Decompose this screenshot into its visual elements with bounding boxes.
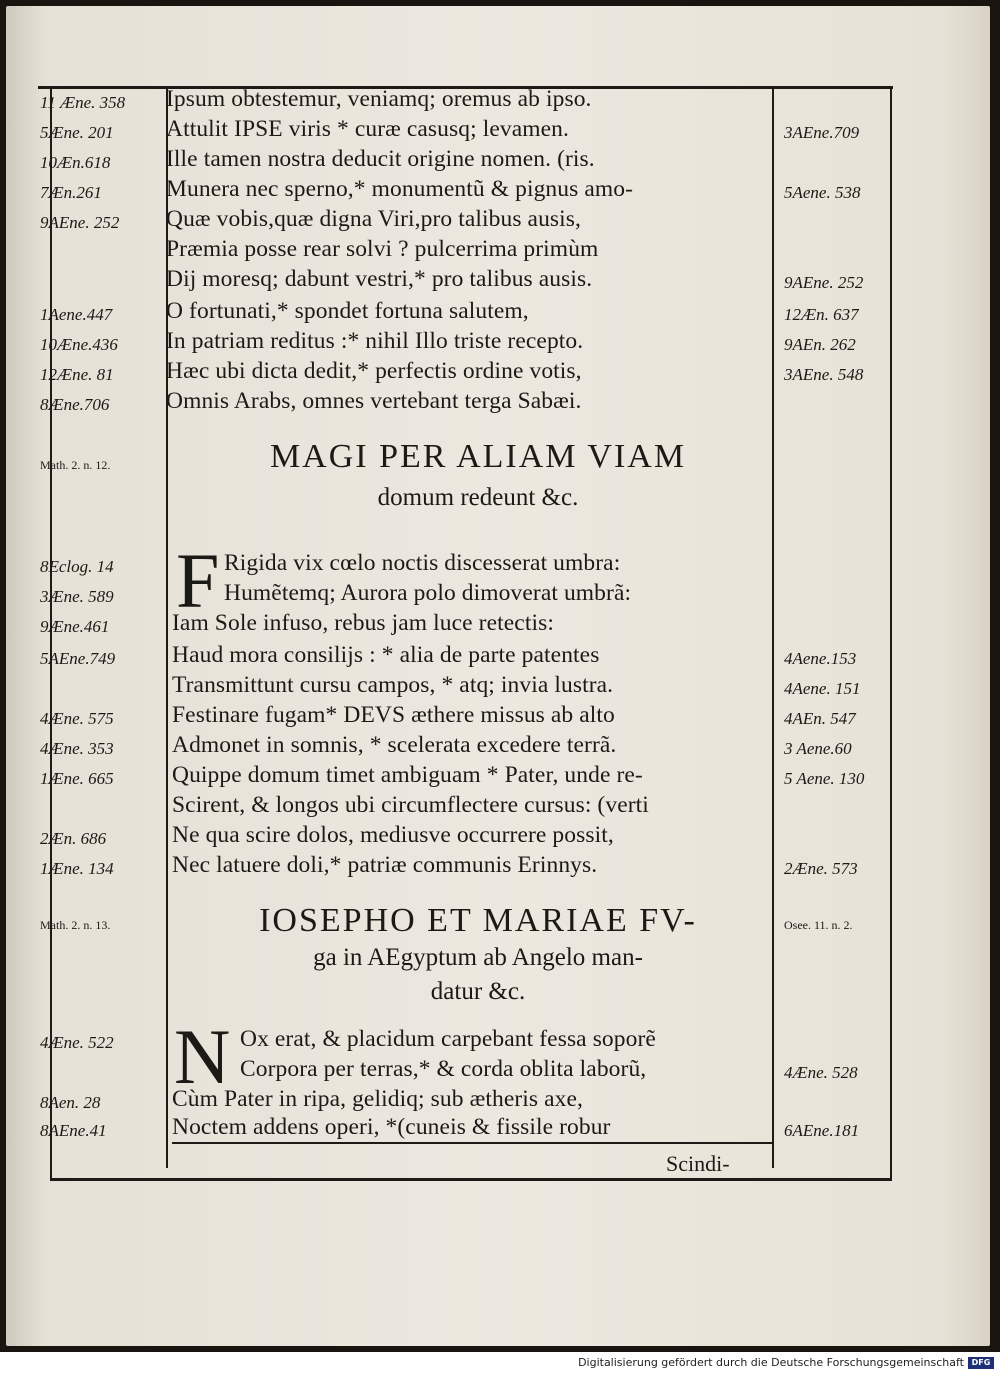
text-line: Omnis Arabs, omnes vertebant terga Sabæi. bbox=[166, 388, 582, 414]
section-subheading-line2: datur &c. bbox=[430, 978, 526, 1005]
text-line: Rigida vix cœlo noctis discesserat umbra: bbox=[224, 550, 621, 576]
margin-ref-left: 11 Æne. 358 bbox=[40, 93, 126, 112]
section-subheading-magi: domum redeunt &c. bbox=[377, 484, 579, 511]
text-line: Hæc ubi dicta dedit,* perfectis ordine votis, bbox=[166, 358, 582, 384]
right-border bbox=[890, 88, 892, 1178]
section-heading-magi: MAGI PER ALIAM VIAM bbox=[269, 438, 687, 475]
inner-right-rule bbox=[772, 88, 774, 1168]
margin-ref-right: 3 Aene.60 bbox=[784, 739, 852, 758]
text-bottom-rule bbox=[172, 1142, 772, 1144]
margin-ref-left: 2Æn. 686 bbox=[40, 829, 107, 848]
text-line: Ox erat, & placidum carpebant fessa soporẽ bbox=[240, 1026, 656, 1052]
margin-ref-right: 3AEne.709 bbox=[784, 123, 860, 142]
drop-cap-n: N bbox=[174, 1013, 231, 1100]
text-line: Attulit IPSE viris * curæ casusq; levamen. bbox=[166, 116, 569, 142]
margin-ref-left: Math. 2. n. 13. bbox=[40, 918, 111, 932]
dfg-logo: DFG bbox=[968, 1357, 994, 1369]
margin-ref-left: 8Æne.706 bbox=[40, 395, 110, 414]
text-line: Iam Sole infuso, rebus jam luce retectis: bbox=[172, 610, 554, 636]
bottom-rule bbox=[50, 1178, 892, 1181]
text-line: Dij moresq; dabunt vestri,* pro talibus ausis. bbox=[166, 266, 593, 292]
margin-ref-left: 8Eclog. 14 bbox=[40, 557, 114, 576]
text-line: Corpora per terras,* & corda oblita laborũ, bbox=[240, 1056, 647, 1082]
margin-ref-left: 9AEne. 252 bbox=[40, 213, 120, 232]
margin-ref-right: 9AEne. 252 bbox=[784, 273, 864, 292]
margin-ref-left: Math. 2. n. 12. bbox=[40, 458, 111, 472]
margin-ref-right: 3AEne. 548 bbox=[784, 365, 864, 384]
margin-ref-right: 4Æne. 528 bbox=[784, 1063, 858, 1082]
text-line: Ne qua scire dolos, mediusve occurrere possit, bbox=[172, 822, 614, 848]
text-line: Nec latuere doli,* patriæ communis Erinnys. bbox=[172, 852, 598, 878]
margin-ref-left: 4Æne. 522 bbox=[40, 1033, 114, 1052]
margin-ref-right: 2Æne. 573 bbox=[784, 859, 858, 878]
margin-ref-left: 12Æne. 81 bbox=[40, 365, 114, 384]
margin-ref-left: 10Æn.618 bbox=[40, 153, 111, 172]
margin-ref-right: 5Aene. 538 bbox=[784, 183, 861, 202]
text-line: Festinare fugam* DEVS æthere missus ab alto bbox=[172, 702, 615, 728]
footer-bar bbox=[0, 1352, 1000, 1374]
margin-ref-right: 5 Aene. 130 bbox=[784, 769, 865, 788]
text-line: Haud mora consilijs : * alia de parte patentes bbox=[172, 642, 600, 668]
margin-ref-left: 4Æne. 575 bbox=[40, 709, 114, 728]
text-line: O fortunati,* spondet fortuna salutem, bbox=[166, 298, 529, 324]
margin-ref-right: 6AEne.181 bbox=[784, 1121, 860, 1140]
margin-ref-right: Osee. 11. n. 2. bbox=[784, 918, 853, 932]
text-line: Transmittunt cursu campos, * atq; invia lustra. bbox=[172, 672, 614, 698]
margin-ref-left: 3Æne. 589 bbox=[40, 587, 114, 606]
margin-ref-left: 10Æne.436 bbox=[40, 335, 118, 354]
text-line: Cùm Pater in ripa, gelidiq; sub ætheris axe, bbox=[172, 1086, 584, 1112]
text-line: Ipsum obtestemur, veniamq; oremus ab ipso. bbox=[166, 86, 592, 112]
text-line: Ille tamen nostra deducit origine nomen. (ris. bbox=[166, 146, 595, 172]
text-line: In patriam reditus :* nihil Illo triste recepto. bbox=[166, 328, 584, 354]
margin-ref-left: 1Aene.447 bbox=[40, 305, 113, 324]
text-line: Noctem addens operi, *(cuneis & fissile robur bbox=[172, 1114, 611, 1140]
book-page bbox=[6, 6, 990, 1346]
margin-ref-left: 8AEne.41 bbox=[40, 1121, 107, 1140]
section-subheading-line1: ga in AEgyptum ab Angelo man- bbox=[313, 944, 643, 971]
section-heading-iosepho: IOSEPHO ET MARIAE FV- bbox=[259, 902, 697, 939]
drop-cap-f: F bbox=[176, 537, 220, 624]
text-line: Scirent, & longos ubi circumflectere cursus: (verti bbox=[172, 792, 649, 818]
margin-ref-left: 5AEne.749 bbox=[40, 649, 116, 668]
text-line: Humẽtemq; Aurora polo dimoverat umbrã: bbox=[224, 580, 632, 606]
funding-notice: Digitalisierung gefördert durch die Deutsche Forschungsgemeinschaft bbox=[578, 1356, 964, 1369]
margin-ref-left: 1Æne. 134 bbox=[40, 859, 114, 878]
margin-ref-left: 5Æne. 201 bbox=[40, 123, 114, 142]
text-line: Quippe domum timet ambiguam * Pater, unde re- bbox=[172, 762, 643, 788]
margin-ref-left: 8Aen. 28 bbox=[40, 1093, 101, 1112]
text-line: Munera nec sperno,* monumentũ & pignus amo- bbox=[166, 176, 634, 202]
text-line: Præmia posse rear solvi ? pulcerrima primùm bbox=[166, 236, 599, 262]
margin-ref-left: 1Æne. 665 bbox=[40, 769, 114, 788]
margin-ref-left: 9Æne.461 bbox=[40, 617, 110, 636]
margin-ref-right: 4Aene.153 bbox=[784, 649, 857, 668]
margin-ref-left: 4Æne. 353 bbox=[40, 739, 114, 758]
margin-ref-right: 4AEn. 547 bbox=[784, 709, 856, 728]
text-line: Admonet in somnis, * scelerata excedere terrã. bbox=[172, 732, 617, 758]
margin-ref-right: 9AEn. 262 bbox=[784, 335, 856, 354]
catchword: Scindi- bbox=[666, 1151, 730, 1176]
text-line: Quæ vobis,quæ digna Viri,pro talibus ausis, bbox=[166, 206, 582, 232]
margin-ref-right: 4Aene. 151 bbox=[784, 679, 861, 698]
margin-ref-right: 12Æn. 637 bbox=[784, 305, 859, 324]
margin-ref-left: 7Æn.261 bbox=[40, 183, 102, 202]
